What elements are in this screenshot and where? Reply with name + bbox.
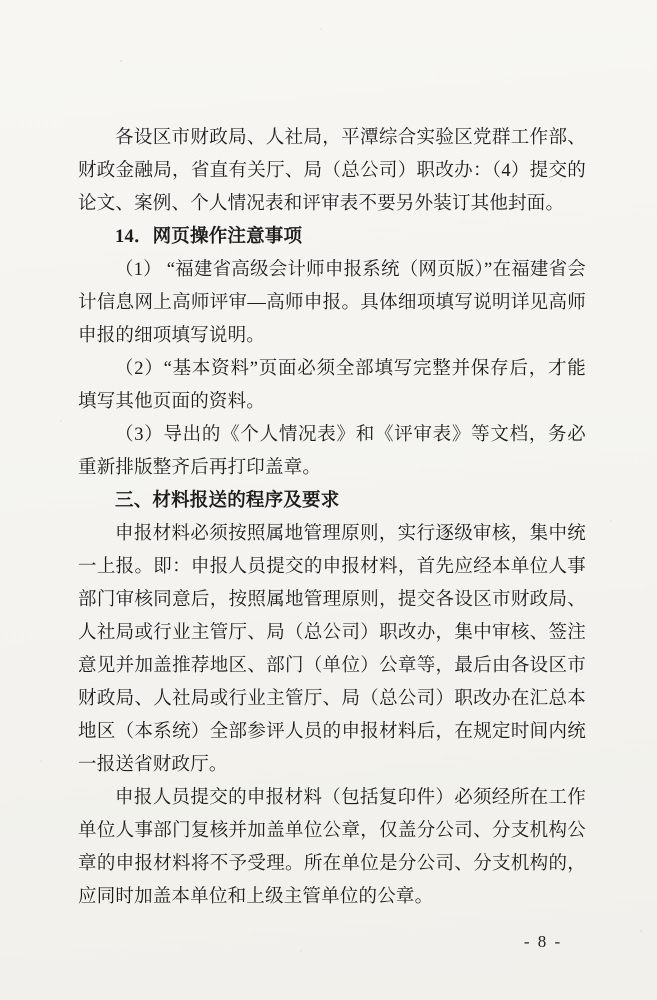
paragraph-submission-procedure: 申报材料必须按照属地管理原则，实行逐级审核，集中统一上报。即：申报人员提交的申报材料，首先应经本单位人事部门审核同意后，按照属地管理原则，提交各设区市财政局、人社局或行业主管厅、局（总公司）职改办，集中审核、签注意见并加盖推荐地区、部门（单位）公章等，最后由各设区市财政局、人社局或行业主管厅、局（总公司）职改办在汇总本地区（本系统）全部参评人员的申报材料后，在规定时间内统一报送省财政厅。: [78, 524, 586, 775]
page-number: - 8 -: [523, 932, 563, 951]
paragraph-note-2-basic-info: （2）“基本资料”页面必须全部填写完整并保存后，才能填写其他页面的资料。: [78, 359, 586, 412]
document-body: [78, 122, 586, 914]
heading-web-operation-notes: 14．网页操作注意事项: [115, 227, 303, 247]
paragraph-note-3-export-docs: （3）导出的《个人情况表》和《评审表》等文档，务必重新排版整齐后再打印盖章。: [78, 425, 586, 478]
paragraph-seal-requirements: 申报人员提交的申报材料（包括复印件）必须经所在工作单位人事部门复核并加盖单位公章，仅盖分公司、分支机构公章的申报材料将不予受理。所在单位是分公司、分支机构的，应同时加盖本单位和上级主管单位的公章。: [78, 788, 586, 907]
paragraph-recipients-list: 各设区市财政局、人社局，平潭综合实验区党群工作部、财政金融局，省直有关厅、局（总公司）职改办：（4）提交的论文、案例、个人情况表和评审表不要另外装订其他封面。: [78, 128, 586, 214]
scan-noise: [0, 0, 2, 2]
paragraph-note-1-system-location: （1） “福建省高级会计师申报系统（网页版）”在福建省会计信息网上高师评审—高师申报。具体细项填写说明详见高师申报的细项填写说明。: [78, 260, 586, 346]
heading-section-3-procedures: 三、材料报送的程序及要求: [115, 491, 340, 511]
